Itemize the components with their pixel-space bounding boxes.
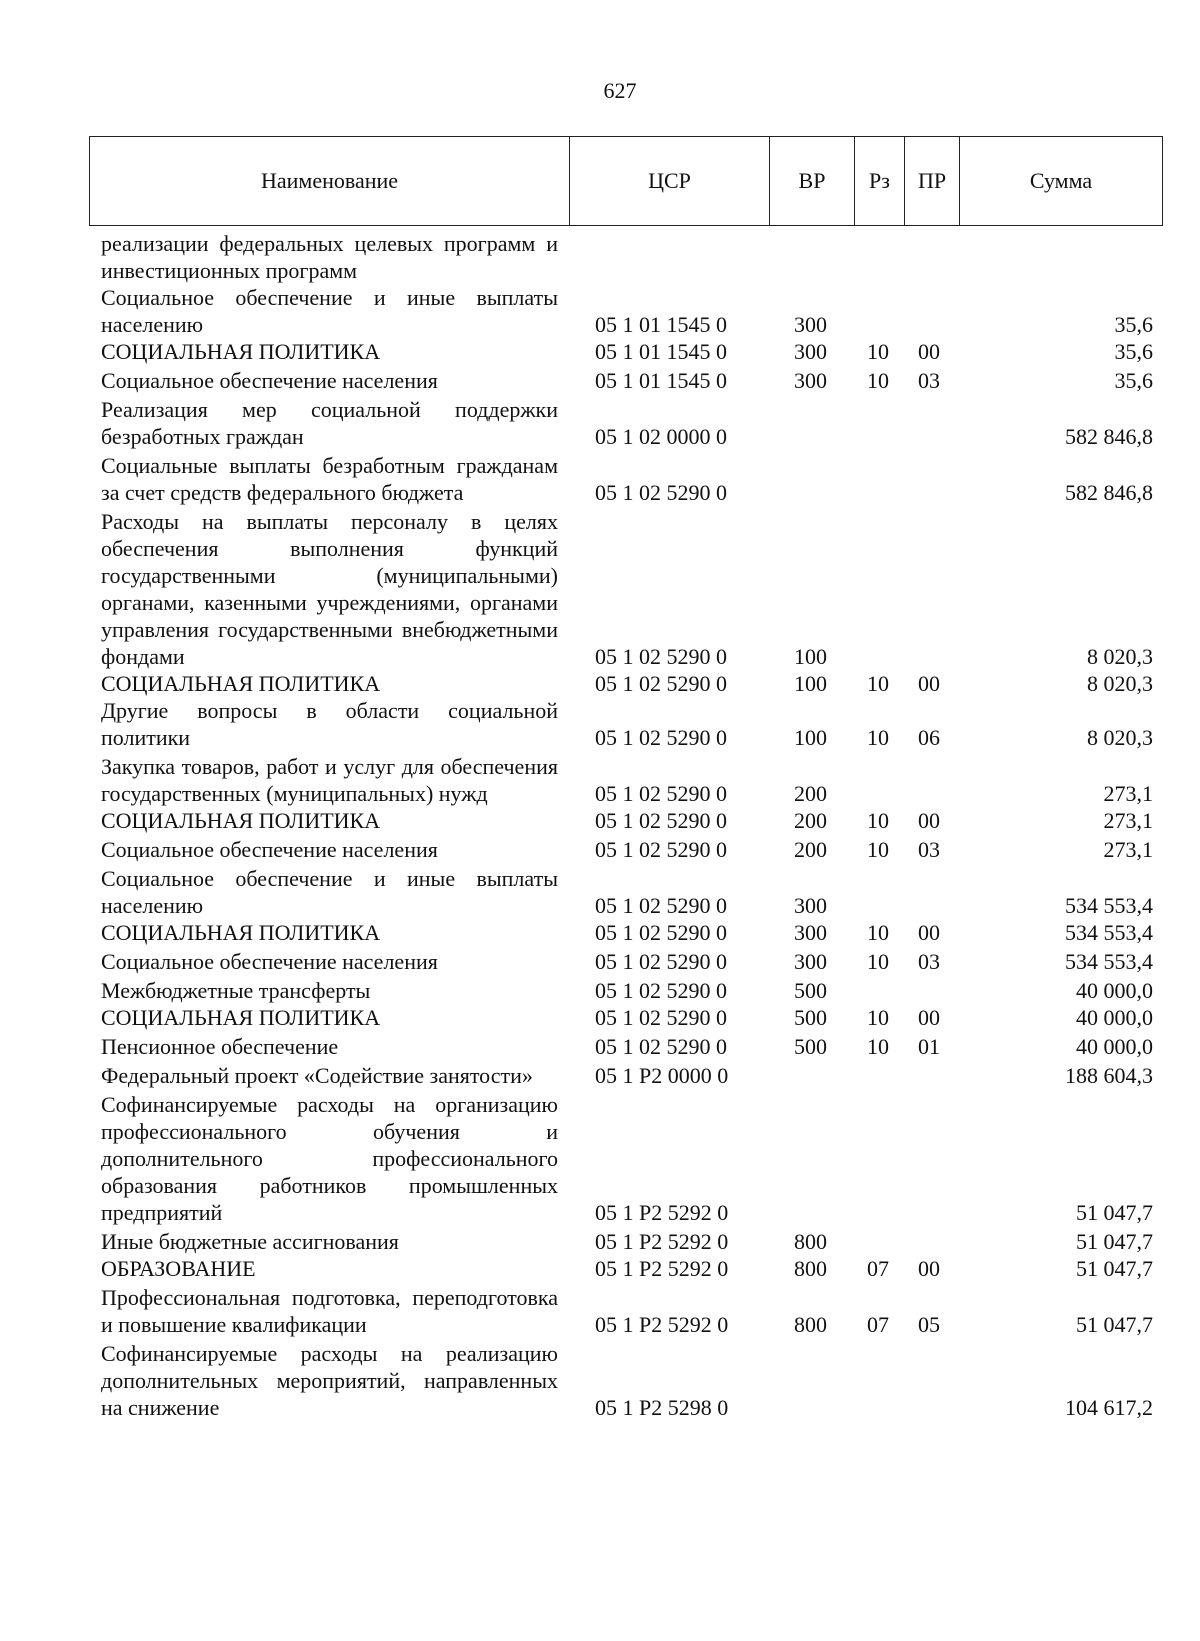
table-row	[0, 1033, 1200, 1060]
row-vr: 500	[794, 1005, 827, 1030]
header-pr: ПР	[905, 137, 960, 225]
row-vr: 200	[794, 808, 827, 833]
table-row	[0, 338, 1200, 365]
table-row	[0, 977, 1200, 1004]
row-csr: 05 1 P2 5292 0	[595, 1312, 729, 1337]
row-sum: 35,6	[1114, 312, 1153, 337]
row-rz: 07	[867, 1256, 889, 1281]
row-name: СОЦИАЛЬНАЯ ПОЛИТИКА	[101, 339, 381, 364]
row-pr: 00	[918, 920, 940, 945]
table-row	[0, 697, 1200, 751]
table-row	[0, 919, 1200, 946]
row-vr: 800	[794, 1312, 827, 1337]
table-row	[0, 865, 1200, 919]
row-name: СОЦИАЛЬНАЯ ПОЛИТИКА	[101, 808, 381, 833]
row-rz: 10	[867, 339, 889, 364]
row-csr: 05 1 01 1545 0	[595, 368, 727, 393]
row-name: Социальное обеспечение населения	[101, 949, 438, 974]
table-row	[0, 1004, 1200, 1031]
table-row	[0, 948, 1200, 975]
row-csr: 05 1 02 5290 0	[595, 949, 727, 974]
row-csr: 05 1 02 5290 0	[595, 837, 727, 862]
row-csr: 05 1 02 5290 0	[595, 644, 727, 669]
row-name: Пенсионное обеспечение	[101, 1034, 339, 1059]
row-rz: 10	[867, 837, 889, 862]
row-csr: 05 1 P2 5292 0	[595, 1200, 729, 1225]
row-sum: 273,1	[1103, 808, 1153, 833]
row-csr: 05 1 02 5290 0	[595, 781, 727, 806]
row-vr: 300	[794, 920, 827, 945]
row-csr: 05 1 P2 5298 0	[595, 1395, 729, 1420]
row-sum: 104 617,2	[1065, 1395, 1153, 1420]
row-pr: 03	[918, 837, 940, 862]
table-row	[0, 508, 1200, 670]
row-rz: 10	[867, 949, 889, 974]
row-rz: 10	[867, 1034, 889, 1059]
row-pr: 00	[918, 808, 940, 833]
row-name: реализации федеральных целевых программ и инвестиционных программ	[101, 231, 558, 283]
row-vr: 200	[794, 837, 827, 862]
row-sum: 40 000,0	[1076, 1005, 1153, 1030]
row-csr: 05 1 02 5290 0	[595, 808, 727, 833]
row-pr: 03	[918, 949, 940, 974]
table-row	[0, 1255, 1200, 1282]
row-name: Социальное обеспечение населения	[101, 837, 438, 862]
row-name: Социальное обеспечение и иные выплаты населению	[101, 866, 558, 918]
row-sum: 51 047,7	[1076, 1256, 1153, 1281]
header-csr: ЦСР	[570, 137, 770, 225]
row-sum: 8 020,3	[1087, 725, 1153, 750]
table-row	[0, 807, 1200, 834]
header-vr: ВР	[770, 137, 855, 225]
row-pr: 00	[918, 1005, 940, 1030]
row-sum: 8 020,3	[1087, 671, 1153, 696]
table-row	[0, 1340, 1200, 1421]
row-vr: 100	[794, 644, 827, 669]
row-name: Расходы на выплаты персоналу в целях обеспечения выполнения функций государственными (муниципальными) органами, казенными учреждениями, органами управления государственными внебюджетными фондами	[101, 509, 558, 669]
row-sum: 40 000,0	[1076, 978, 1153, 1003]
row-csr: 05 1 02 5290 0	[595, 893, 727, 918]
row-csr: 05 1 02 5290 0	[595, 1005, 727, 1030]
row-pr: 00	[918, 1256, 940, 1281]
table-header	[89, 136, 1163, 226]
table-row	[0, 1062, 1200, 1089]
row-pr: 00	[918, 339, 940, 364]
row-vr: 100	[794, 671, 827, 696]
table-row	[0, 230, 1200, 284]
row-sum: 51 047,7	[1076, 1229, 1153, 1254]
row-name: Иные бюджетные ассигнования	[101, 1229, 399, 1254]
row-name: СОЦИАЛЬНАЯ ПОЛИТИКА	[101, 1005, 381, 1030]
row-sum: 40 000,0	[1076, 1034, 1153, 1059]
row-pr: 06	[918, 725, 940, 750]
row-vr: 300	[794, 312, 827, 337]
row-name: Социальные выплаты безработным гражданам за счет средств федерального бюджета	[101, 453, 558, 505]
row-rz: 07	[867, 1312, 889, 1337]
header-sum: Сумма	[1029, 168, 1093, 193]
table-row	[0, 367, 1200, 394]
row-csr: 05 1 02 0000 0	[595, 424, 727, 449]
row-name: Межбюджетные трансферты	[101, 978, 371, 1003]
table-row	[0, 284, 1200, 338]
row-name: Социальное обеспечение и иные выплаты населению	[101, 285, 558, 337]
header-rz: Рз	[855, 137, 905, 225]
row-sum: 273,1	[1103, 837, 1153, 862]
row-name: Софинансируемые расходы на организацию профессионального обучения и дополнительного профессионального образования работников промышленных предприятий	[101, 1092, 558, 1225]
row-vr: 300	[794, 893, 827, 918]
row-csr: 05 1 P2 5292 0	[595, 1229, 729, 1254]
row-vr: 500	[794, 978, 827, 1003]
table-row	[0, 452, 1200, 506]
table-row	[0, 670, 1200, 697]
row-sum: 534 553,4	[1065, 920, 1153, 945]
table-row	[0, 753, 1200, 807]
row-sum: 51 047,7	[1076, 1200, 1153, 1225]
row-rz: 10	[867, 725, 889, 750]
table-row	[0, 396, 1200, 450]
row-csr: 05 1 01 1545 0	[595, 339, 727, 364]
row-sum: 35,6	[1114, 368, 1153, 393]
row-rz: 10	[867, 808, 889, 833]
row-name: ОБРАЗОВАНИЕ	[101, 1256, 256, 1281]
row-rz: 10	[867, 671, 889, 696]
row-vr: 300	[794, 949, 827, 974]
row-vr: 300	[794, 339, 827, 364]
row-name: Реализация мер социальной поддержки безработных граждан	[101, 397, 558, 449]
row-csr: 05 1 02 5290 0	[595, 1034, 727, 1059]
row-sum: 534 553,4	[1065, 949, 1153, 974]
row-name: Другие вопросы в области социальной политики	[101, 698, 558, 750]
row-sum: 582 846,8	[1065, 424, 1153, 449]
row-sum: 582 846,8	[1065, 480, 1153, 505]
table-row	[0, 1091, 1200, 1226]
row-name: Софинансируемые расходы на реализацию дополнительных мероприятий, направленных на снижение	[101, 1341, 558, 1420]
row-pr: 03	[918, 368, 940, 393]
row-name: СОЦИАЛЬНАЯ ПОЛИТИКА	[101, 671, 381, 696]
row-rz: 10	[867, 920, 889, 945]
row-name: Профессиональная подготовка, переподготовка и повышение квалификации	[101, 1285, 558, 1337]
row-sum: 534 553,4	[1065, 893, 1153, 918]
row-sum: 35,6	[1114, 339, 1153, 364]
row-rz: 10	[867, 368, 889, 393]
row-csr: 05 1 02 5290 0	[595, 480, 727, 505]
table-row	[0, 1284, 1200, 1338]
table-row	[0, 1228, 1200, 1255]
row-pr: 00	[918, 671, 940, 696]
header-name: Наименование	[90, 137, 570, 225]
row-sum: 273,1	[1103, 781, 1153, 806]
table-row	[0, 836, 1200, 863]
row-name: Федеральный проект «Содействие занятости»	[101, 1063, 533, 1088]
row-csr: 05 1 02 5290 0	[595, 978, 727, 1003]
row-csr: 05 1 P2 5292 0	[595, 1256, 729, 1281]
row-csr: 05 1 02 5290 0	[595, 671, 727, 696]
row-pr: 05	[918, 1312, 940, 1337]
row-name: Закупка товаров, работ и услуг для обеспечения государственных (муниципальных) нужд	[101, 754, 558, 806]
row-csr: 05 1 01 1545 0	[595, 312, 727, 337]
row-vr: 100	[794, 725, 827, 750]
row-vr: 500	[794, 1034, 827, 1059]
row-name: СОЦИАЛЬНАЯ ПОЛИТИКА	[101, 920, 381, 945]
table-body	[0, 230, 1200, 1421]
row-csr: 05 1 02 5290 0	[595, 920, 727, 945]
row-csr: 05 1 P2 0000 0	[595, 1063, 729, 1088]
row-sum: 51 047,7	[1076, 1312, 1153, 1337]
row-vr: 300	[794, 368, 827, 393]
row-vr: 200	[794, 781, 827, 806]
row-vr: 800	[794, 1256, 827, 1281]
row-sum: 188 604,3	[1065, 1063, 1153, 1088]
row-sum: 8 020,3	[1087, 644, 1153, 669]
row-name: Социальное обеспечение населения	[101, 368, 438, 393]
row-pr: 01	[918, 1034, 940, 1059]
row-vr: 800	[794, 1229, 827, 1254]
row-csr: 05 1 02 5290 0	[595, 725, 727, 750]
page-number: 627	[603, 78, 637, 103]
row-rz: 10	[867, 1005, 889, 1030]
